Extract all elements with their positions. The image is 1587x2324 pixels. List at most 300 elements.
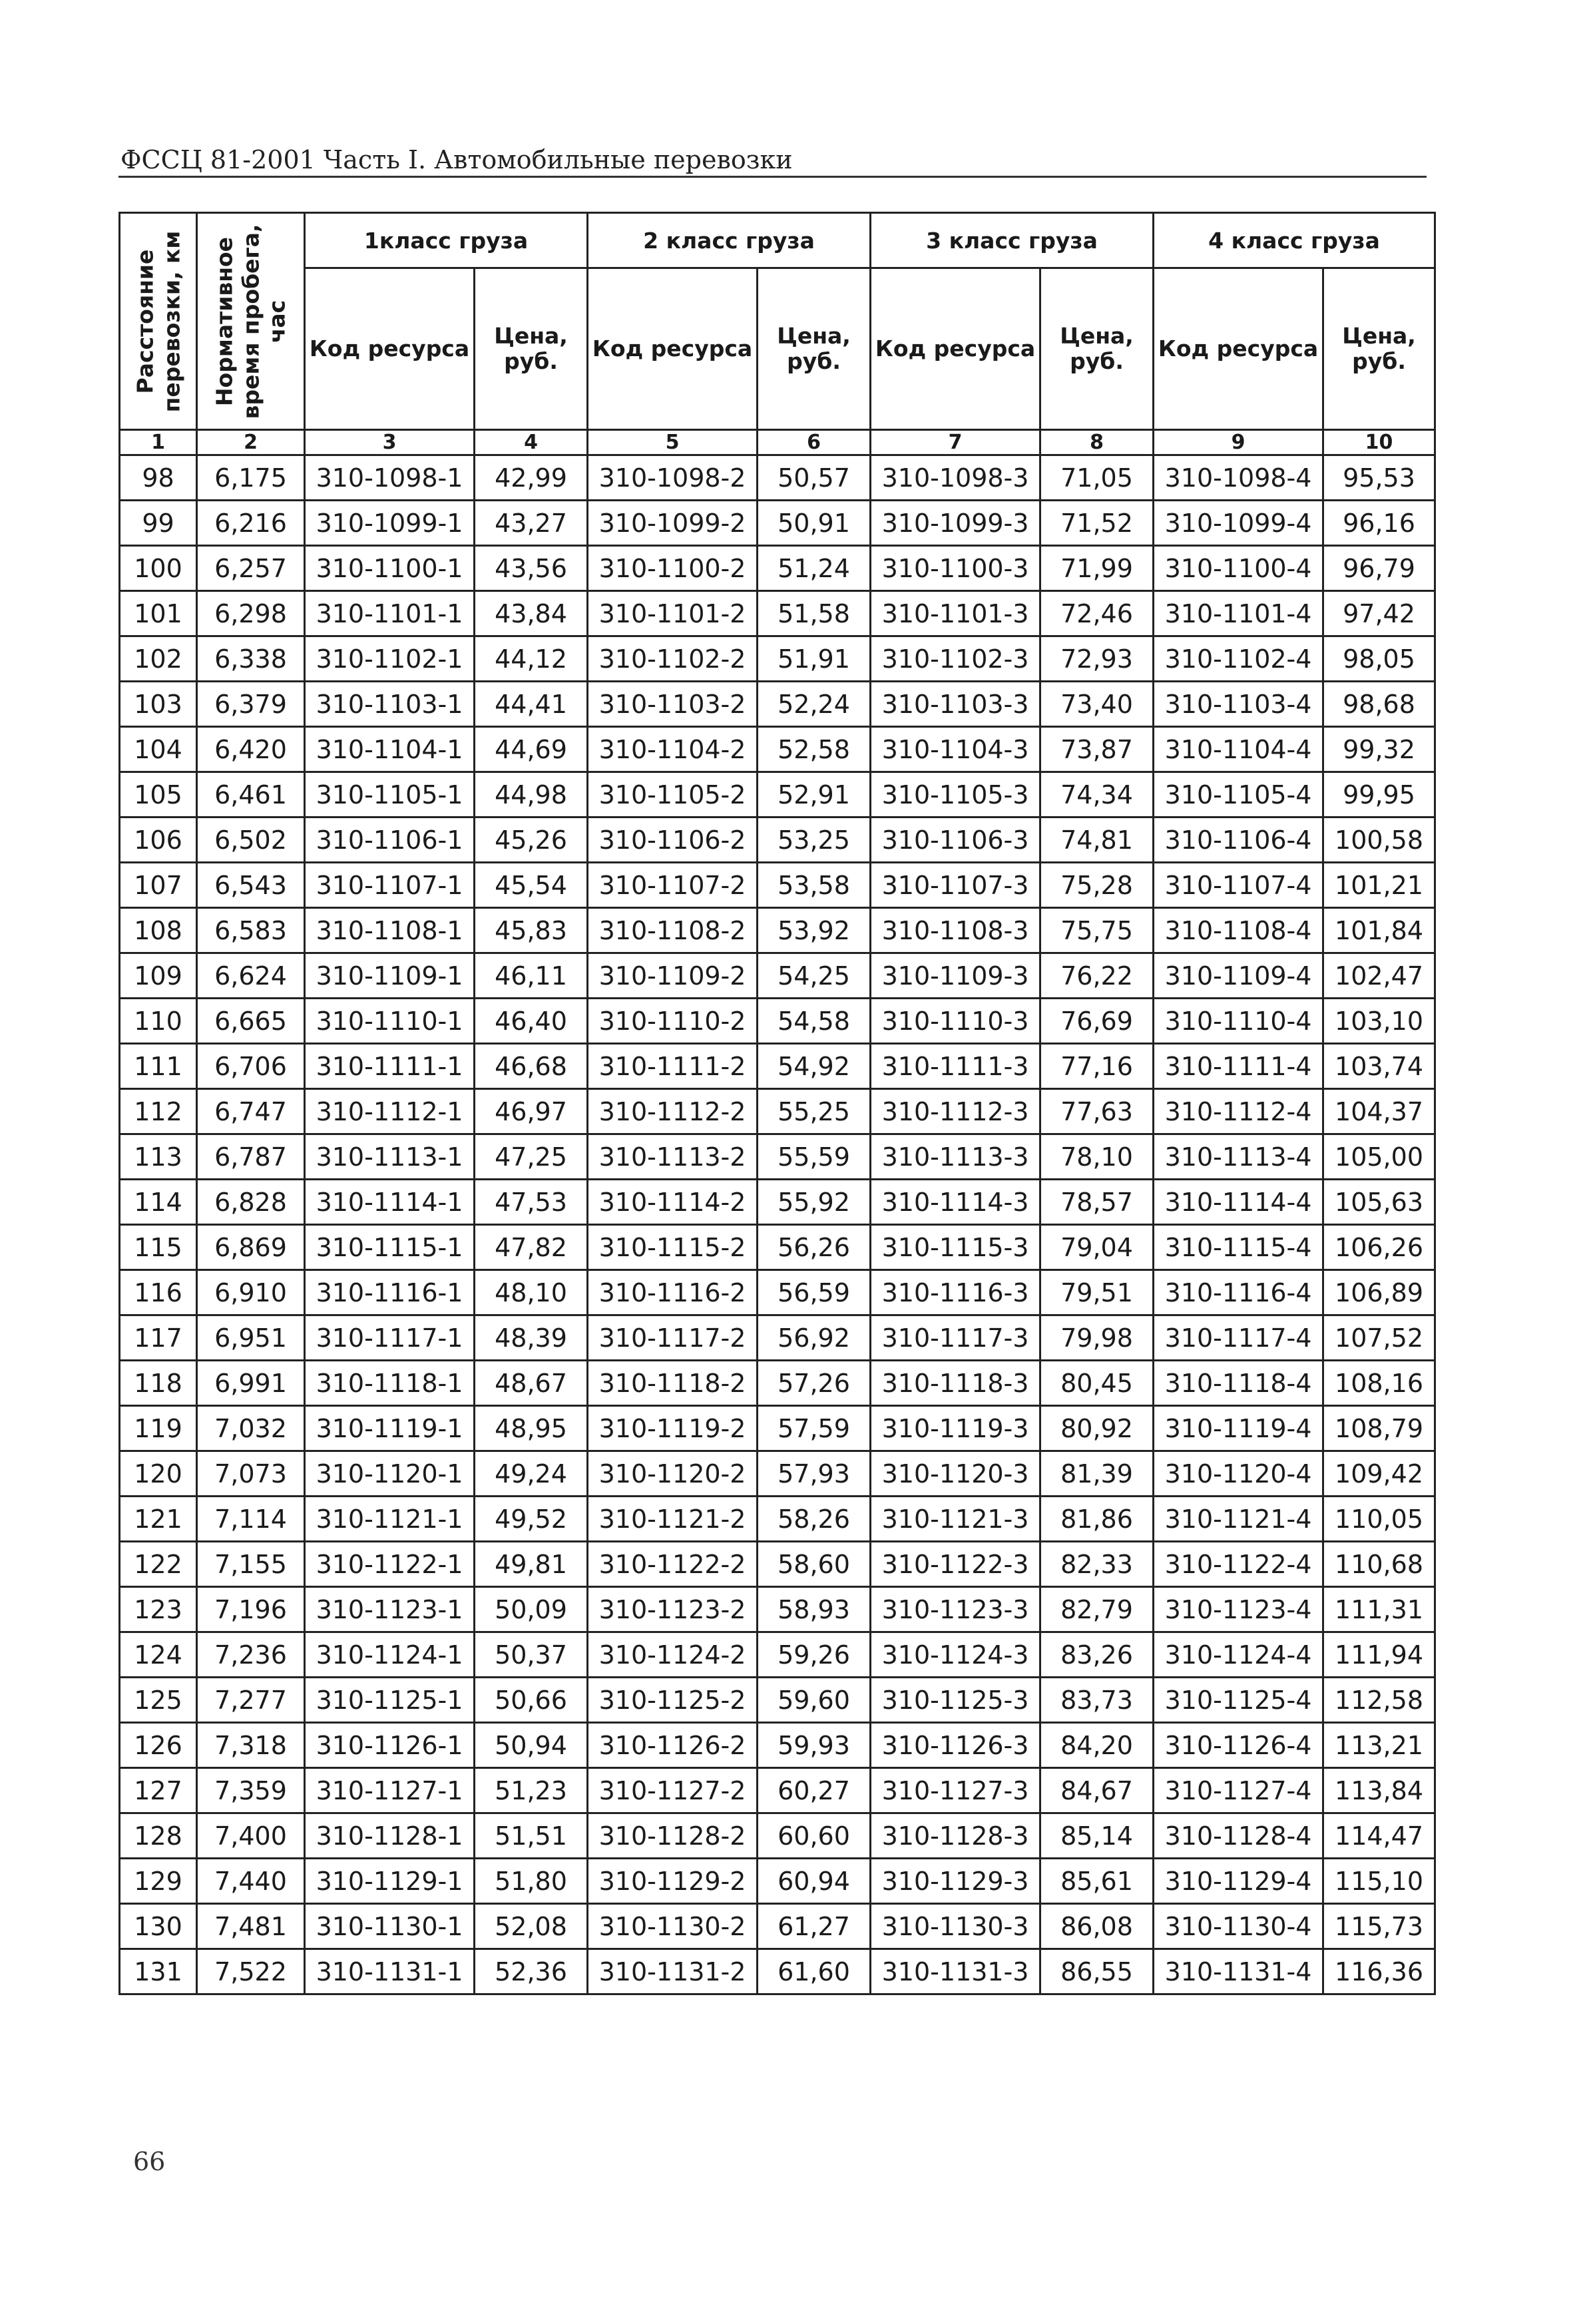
price-cell: 108,16 [1323, 1361, 1435, 1406]
price-cell: 79,04 [1040, 1225, 1154, 1270]
time-cell: 7,481 [197, 1904, 305, 1949]
code-cell: 310-1100-2 [588, 546, 758, 591]
table-row [120, 1180, 1435, 1225]
price-cell: 44,98 [475, 772, 588, 817]
price-cell: 47,25 [475, 1134, 588, 1180]
code-cell: 310-1113-3 [871, 1134, 1040, 1180]
time-cell: 7,196 [197, 1587, 305, 1632]
distance-cell: 100 [120, 546, 197, 591]
time-cell: 6,502 [197, 817, 305, 863]
code-cell: 310-1100-3 [871, 546, 1040, 591]
price-cell: 99,32 [1323, 727, 1435, 772]
price-cell: 73,87 [1040, 727, 1154, 772]
distance-cell: 104 [120, 727, 197, 772]
time-cell: 6,706 [197, 1044, 305, 1089]
header-class-4: 4 класс груза [1154, 213, 1435, 268]
running-head: ФССЦ 81-2001 Часть I. Автомобильные перевозки [120, 145, 793, 174]
price-cell: 60,27 [758, 1768, 871, 1813]
table-row [120, 1134, 1435, 1180]
code-cell: 310-1114-4 [1154, 1180, 1323, 1225]
code-cell: 310-1112-3 [871, 1089, 1040, 1134]
code-cell: 310-1101-4 [1154, 591, 1323, 636]
code-cell: 310-1107-4 [1154, 863, 1323, 908]
code-cell: 310-1121-2 [588, 1497, 758, 1542]
code-cell: 310-1130-3 [871, 1904, 1040, 1949]
code-cell: 310-1106-1 [305, 817, 475, 863]
column-number-row [120, 430, 1435, 455]
price-cell: 79,51 [1040, 1270, 1154, 1315]
code-cell: 310-1103-1 [305, 682, 475, 727]
price-cell: 52,91 [758, 772, 871, 817]
table-row [120, 999, 1435, 1044]
code-cell: 310-1124-1 [305, 1632, 475, 1678]
code-cell: 310-1111-4 [1154, 1044, 1323, 1089]
price-cell: 58,26 [758, 1497, 871, 1542]
price-cell: 50,66 [475, 1678, 588, 1723]
code-cell: 310-1098-3 [871, 455, 1040, 501]
code-cell: 310-1109-3 [871, 953, 1040, 999]
code-cell: 310-1126-2 [588, 1723, 758, 1768]
price-cell: 107,52 [1323, 1315, 1435, 1361]
code-cell: 310-1106-3 [871, 817, 1040, 863]
table-row [120, 1225, 1435, 1270]
header-price: Цена, руб. [758, 268, 871, 430]
time-cell: 6,787 [197, 1134, 305, 1180]
code-cell: 310-1117-2 [588, 1315, 758, 1361]
time-cell: 6,379 [197, 682, 305, 727]
price-cell: 84,67 [1040, 1768, 1154, 1813]
time-cell: 6,257 [197, 546, 305, 591]
price-cell: 99,95 [1323, 772, 1435, 817]
code-cell: 310-1116-1 [305, 1270, 475, 1315]
price-cell: 95,53 [1323, 455, 1435, 501]
price-cell: 96,79 [1323, 546, 1435, 591]
code-cell: 310-1129-4 [1154, 1859, 1323, 1904]
price-cell: 61,60 [758, 1949, 871, 1994]
header-class-3: 3 класс груза [871, 213, 1154, 268]
code-cell: 310-1131-1 [305, 1949, 475, 1994]
price-cell: 59,26 [758, 1632, 871, 1678]
code-cell: 310-1108-2 [588, 908, 758, 953]
code-cell: 310-1104-2 [588, 727, 758, 772]
code-cell: 310-1118-1 [305, 1361, 475, 1406]
header-code: Код ресурса [588, 268, 758, 430]
column-number: 4 [475, 430, 588, 455]
table-row [120, 1270, 1435, 1315]
price-cell: 58,93 [758, 1587, 871, 1632]
price-cell: 80,45 [1040, 1361, 1154, 1406]
code-cell: 310-1119-3 [871, 1406, 1040, 1451]
time-cell: 7,277 [197, 1678, 305, 1723]
code-cell: 310-1104-3 [871, 727, 1040, 772]
distance-cell: 126 [120, 1723, 197, 1768]
code-cell: 310-1108-4 [1154, 908, 1323, 953]
price-cell: 110,68 [1323, 1542, 1435, 1587]
code-cell: 310-1111-2 [588, 1044, 758, 1089]
code-cell: 310-1098-1 [305, 455, 475, 501]
code-cell: 310-1116-2 [588, 1270, 758, 1315]
price-cell: 51,24 [758, 546, 871, 591]
code-cell: 310-1113-1 [305, 1134, 475, 1180]
price-cell: 72,93 [1040, 636, 1154, 682]
price-cell: 113,84 [1323, 1768, 1435, 1813]
price-cell: 115,73 [1323, 1904, 1435, 1949]
time-cell: 7,440 [197, 1859, 305, 1904]
price-cell: 108,79 [1323, 1406, 1435, 1451]
code-cell: 310-1125-3 [871, 1678, 1040, 1723]
price-cell: 49,52 [475, 1497, 588, 1542]
time-cell: 6,461 [197, 772, 305, 817]
code-cell: 310-1121-3 [871, 1497, 1040, 1542]
distance-cell: 121 [120, 1497, 197, 1542]
code-cell: 310-1116-4 [1154, 1270, 1323, 1315]
price-cell: 51,91 [758, 636, 871, 682]
code-cell: 310-1120-1 [305, 1451, 475, 1497]
table-row [120, 953, 1435, 999]
code-cell: 310-1101-3 [871, 591, 1040, 636]
price-cell: 42,99 [475, 455, 588, 501]
price-cell: 44,12 [475, 636, 588, 682]
distance-cell: 99 [120, 501, 197, 546]
price-cell: 78,10 [1040, 1134, 1154, 1180]
code-cell: 310-1116-3 [871, 1270, 1040, 1315]
price-cell: 71,99 [1040, 546, 1154, 591]
code-cell: 310-1131-3 [871, 1949, 1040, 1994]
code-cell: 310-1106-4 [1154, 817, 1323, 863]
price-cell: 82,79 [1040, 1587, 1154, 1632]
price-cell: 80,92 [1040, 1406, 1154, 1451]
price-cell: 51,51 [475, 1813, 588, 1859]
price-cell: 102,47 [1323, 953, 1435, 999]
time-cell: 6,951 [197, 1315, 305, 1361]
code-cell: 310-1120-2 [588, 1451, 758, 1497]
price-cell: 55,92 [758, 1180, 871, 1225]
header-class-1: 1класс груза [305, 213, 588, 268]
price-cell: 100,58 [1323, 817, 1435, 863]
code-cell: 310-1105-1 [305, 772, 475, 817]
code-cell: 310-1125-1 [305, 1678, 475, 1723]
table-row [120, 546, 1435, 591]
header-class-2: 2 класс груза [588, 213, 871, 268]
price-cell: 48,67 [475, 1361, 588, 1406]
time-cell: 7,318 [197, 1723, 305, 1768]
code-cell: 310-1113-2 [588, 1134, 758, 1180]
price-cell: 98,05 [1323, 636, 1435, 682]
price-cell: 50,94 [475, 1723, 588, 1768]
price-cell: 51,23 [475, 1768, 588, 1813]
time-cell: 6,583 [197, 908, 305, 953]
code-cell: 310-1128-1 [305, 1813, 475, 1859]
distance-cell: 125 [120, 1678, 197, 1723]
price-cell: 113,21 [1323, 1723, 1435, 1768]
column-number: 5 [588, 430, 758, 455]
distance-cell: 119 [120, 1406, 197, 1451]
price-cell: 55,25 [758, 1089, 871, 1134]
price-cell: 45,54 [475, 863, 588, 908]
price-cell: 77,16 [1040, 1044, 1154, 1089]
header-code: Код ресурса [871, 268, 1040, 430]
code-cell: 310-1111-1 [305, 1044, 475, 1089]
rates-table-container [118, 212, 1434, 1995]
price-cell: 105,00 [1323, 1134, 1435, 1180]
code-cell: 310-1105-2 [588, 772, 758, 817]
price-cell: 57,59 [758, 1406, 871, 1451]
code-cell: 310-1101-2 [588, 591, 758, 636]
table-row [120, 1587, 1435, 1632]
header-distance-label: Расстояние перевозки, км [131, 230, 184, 412]
code-cell: 310-1125-2 [588, 1678, 758, 1723]
header-code: Код ресурса [305, 268, 475, 430]
price-cell: 97,42 [1323, 591, 1435, 636]
price-cell: 79,98 [1040, 1315, 1154, 1361]
code-cell: 310-1129-2 [588, 1859, 758, 1904]
distance-cell: 120 [120, 1451, 197, 1497]
time-cell: 7,359 [197, 1768, 305, 1813]
code-cell: 310-1099-4 [1154, 501, 1323, 546]
price-cell: 86,55 [1040, 1949, 1154, 1994]
time-cell: 7,114 [197, 1497, 305, 1542]
code-cell: 310-1103-2 [588, 682, 758, 727]
price-cell: 57,93 [758, 1451, 871, 1497]
price-cell: 103,10 [1323, 999, 1435, 1044]
code-cell: 310-1119-4 [1154, 1406, 1323, 1451]
price-cell: 81,39 [1040, 1451, 1154, 1497]
price-cell: 56,92 [758, 1315, 871, 1361]
price-cell: 76,69 [1040, 999, 1154, 1044]
code-cell: 310-1127-1 [305, 1768, 475, 1813]
price-cell: 73,40 [1040, 682, 1154, 727]
code-cell: 310-1130-4 [1154, 1904, 1323, 1949]
price-cell: 46,40 [475, 999, 588, 1044]
price-cell: 46,97 [475, 1089, 588, 1134]
price-cell: 50,57 [758, 455, 871, 501]
code-cell: 310-1107-1 [305, 863, 475, 908]
price-cell: 83,26 [1040, 1632, 1154, 1678]
page-number: 66 [133, 2147, 166, 2176]
price-cell: 85,61 [1040, 1859, 1154, 1904]
header-rule [118, 176, 1427, 178]
code-cell: 310-1108-1 [305, 908, 475, 953]
price-cell: 50,09 [475, 1587, 588, 1632]
column-number: 9 [1154, 430, 1323, 455]
table-row [120, 1949, 1435, 1994]
price-cell: 109,42 [1323, 1451, 1435, 1497]
code-cell: 310-1117-3 [871, 1315, 1040, 1361]
price-cell: 54,25 [758, 953, 871, 999]
code-cell: 310-1131-2 [588, 1949, 758, 1994]
time-cell: 6,828 [197, 1180, 305, 1225]
table-row [120, 817, 1435, 863]
price-cell: 111,94 [1323, 1632, 1435, 1678]
code-cell: 310-1122-3 [871, 1542, 1040, 1587]
code-cell: 310-1110-2 [588, 999, 758, 1044]
price-cell: 116,36 [1323, 1949, 1435, 1994]
code-cell: 310-1111-3 [871, 1044, 1040, 1089]
price-cell: 59,93 [758, 1723, 871, 1768]
code-cell: 310-1103-4 [1154, 682, 1323, 727]
code-cell: 310-1107-3 [871, 863, 1040, 908]
distance-cell: 110 [120, 999, 197, 1044]
time-cell: 6,216 [197, 501, 305, 546]
price-cell: 114,47 [1323, 1813, 1435, 1859]
code-cell: 310-1112-2 [588, 1089, 758, 1134]
price-cell: 75,28 [1040, 863, 1154, 908]
price-cell: 51,80 [475, 1859, 588, 1904]
code-cell: 310-1123-3 [871, 1587, 1040, 1632]
header-distance [120, 213, 197, 430]
column-number: 7 [871, 430, 1040, 455]
price-cell: 76,22 [1040, 953, 1154, 999]
code-cell: 310-1099-1 [305, 501, 475, 546]
price-cell: 43,27 [475, 501, 588, 546]
table-row [120, 1044, 1435, 1089]
time-cell: 6,420 [197, 727, 305, 772]
code-cell: 310-1126-3 [871, 1723, 1040, 1768]
price-cell: 46,68 [475, 1044, 588, 1089]
code-cell: 310-1108-3 [871, 908, 1040, 953]
table-row [120, 727, 1435, 772]
table-row [120, 501, 1435, 546]
code-cell: 310-1107-2 [588, 863, 758, 908]
code-cell: 310-1114-1 [305, 1180, 475, 1225]
code-cell: 310-1109-4 [1154, 953, 1323, 999]
time-cell: 6,910 [197, 1270, 305, 1315]
code-cell: 310-1112-4 [1154, 1089, 1323, 1134]
code-cell: 310-1115-4 [1154, 1225, 1323, 1270]
code-cell: 310-1112-1 [305, 1089, 475, 1134]
time-cell: 6,298 [197, 591, 305, 636]
code-cell: 310-1129-3 [871, 1859, 1040, 1904]
code-cell: 310-1102-1 [305, 636, 475, 682]
distance-cell: 113 [120, 1134, 197, 1180]
code-cell: 310-1115-1 [305, 1225, 475, 1270]
time-cell: 6,624 [197, 953, 305, 999]
price-cell: 47,82 [475, 1225, 588, 1270]
price-cell: 57,26 [758, 1361, 871, 1406]
table-row [120, 1678, 1435, 1723]
column-number: 6 [758, 430, 871, 455]
table-row [120, 1632, 1435, 1678]
code-cell: 310-1118-2 [588, 1361, 758, 1406]
price-cell: 44,69 [475, 727, 588, 772]
distance-cell: 128 [120, 1813, 197, 1859]
code-cell: 310-1126-4 [1154, 1723, 1323, 1768]
distance-cell: 127 [120, 1768, 197, 1813]
code-cell: 310-1099-2 [588, 501, 758, 546]
distance-cell: 102 [120, 636, 197, 682]
table-row [120, 1315, 1435, 1361]
price-cell: 72,46 [1040, 591, 1154, 636]
code-cell: 310-1114-3 [871, 1180, 1040, 1225]
price-cell: 52,08 [475, 1904, 588, 1949]
distance-cell: 130 [120, 1904, 197, 1949]
distance-cell: 111 [120, 1044, 197, 1089]
price-cell: 53,58 [758, 863, 871, 908]
price-cell: 51,58 [758, 591, 871, 636]
price-cell: 86,08 [1040, 1904, 1154, 1949]
code-cell: 310-1130-2 [588, 1904, 758, 1949]
price-cell: 85,14 [1040, 1813, 1154, 1859]
price-cell: 78,57 [1040, 1180, 1154, 1225]
time-cell: 7,400 [197, 1813, 305, 1859]
distance-cell: 106 [120, 817, 197, 863]
code-cell: 310-1104-4 [1154, 727, 1323, 772]
price-cell: 56,59 [758, 1270, 871, 1315]
price-cell: 43,84 [475, 591, 588, 636]
code-cell: 310-1109-2 [588, 953, 758, 999]
price-cell: 61,27 [758, 1904, 871, 1949]
distance-cell: 101 [120, 591, 197, 636]
price-cell: 71,05 [1040, 455, 1154, 501]
price-cell: 110,05 [1323, 1497, 1435, 1542]
price-cell: 106,26 [1323, 1225, 1435, 1270]
table-row [120, 1768, 1435, 1813]
price-cell: 56,26 [758, 1225, 871, 1270]
table-row [120, 1406, 1435, 1451]
table-row [120, 1904, 1435, 1949]
price-cell: 54,92 [758, 1044, 871, 1089]
code-cell: 310-1115-3 [871, 1225, 1040, 1270]
code-cell: 310-1119-1 [305, 1406, 475, 1451]
code-cell: 310-1125-4 [1154, 1678, 1323, 1723]
table-row [120, 1859, 1435, 1904]
table-row [120, 636, 1435, 682]
distance-cell: 98 [120, 455, 197, 501]
header-price: Цена, руб. [1323, 268, 1435, 430]
time-cell: 6,338 [197, 636, 305, 682]
price-cell: 48,95 [475, 1406, 588, 1451]
table-row [120, 1542, 1435, 1587]
distance-cell: 129 [120, 1859, 197, 1904]
code-cell: 310-1119-2 [588, 1406, 758, 1451]
code-cell: 310-1098-4 [1154, 455, 1323, 501]
price-cell: 74,81 [1040, 817, 1154, 863]
code-cell: 310-1124-2 [588, 1632, 758, 1678]
code-cell: 310-1129-1 [305, 1859, 475, 1904]
code-cell: 310-1127-3 [871, 1768, 1040, 1813]
table-row [120, 772, 1435, 817]
code-cell: 310-1123-2 [588, 1587, 758, 1632]
time-cell: 7,236 [197, 1632, 305, 1678]
price-cell: 46,11 [475, 953, 588, 999]
code-cell: 310-1128-3 [871, 1813, 1040, 1859]
distance-cell: 105 [120, 772, 197, 817]
price-cell: 48,39 [475, 1315, 588, 1361]
price-cell: 101,84 [1323, 908, 1435, 953]
distance-cell: 115 [120, 1225, 197, 1270]
time-cell: 7,155 [197, 1542, 305, 1587]
price-cell: 103,74 [1323, 1044, 1435, 1089]
distance-cell: 109 [120, 953, 197, 999]
code-cell: 310-1127-4 [1154, 1768, 1323, 1813]
code-cell: 310-1128-4 [1154, 1813, 1323, 1859]
header-price: Цена, руб. [1040, 268, 1154, 430]
header-price: Цена, руб. [475, 268, 588, 430]
price-cell: 52,58 [758, 727, 871, 772]
price-cell: 50,37 [475, 1632, 588, 1678]
code-cell: 310-1114-2 [588, 1180, 758, 1225]
code-cell: 310-1100-1 [305, 546, 475, 591]
price-cell: 60,60 [758, 1813, 871, 1859]
distance-cell: 108 [120, 908, 197, 953]
code-cell: 310-1110-3 [871, 999, 1040, 1044]
code-cell: 310-1102-2 [588, 636, 758, 682]
table-row [120, 908, 1435, 953]
code-cell: 310-1127-2 [588, 1768, 758, 1813]
price-cell: 48,10 [475, 1270, 588, 1315]
code-cell: 310-1120-3 [871, 1451, 1040, 1497]
code-cell: 310-1122-2 [588, 1542, 758, 1587]
